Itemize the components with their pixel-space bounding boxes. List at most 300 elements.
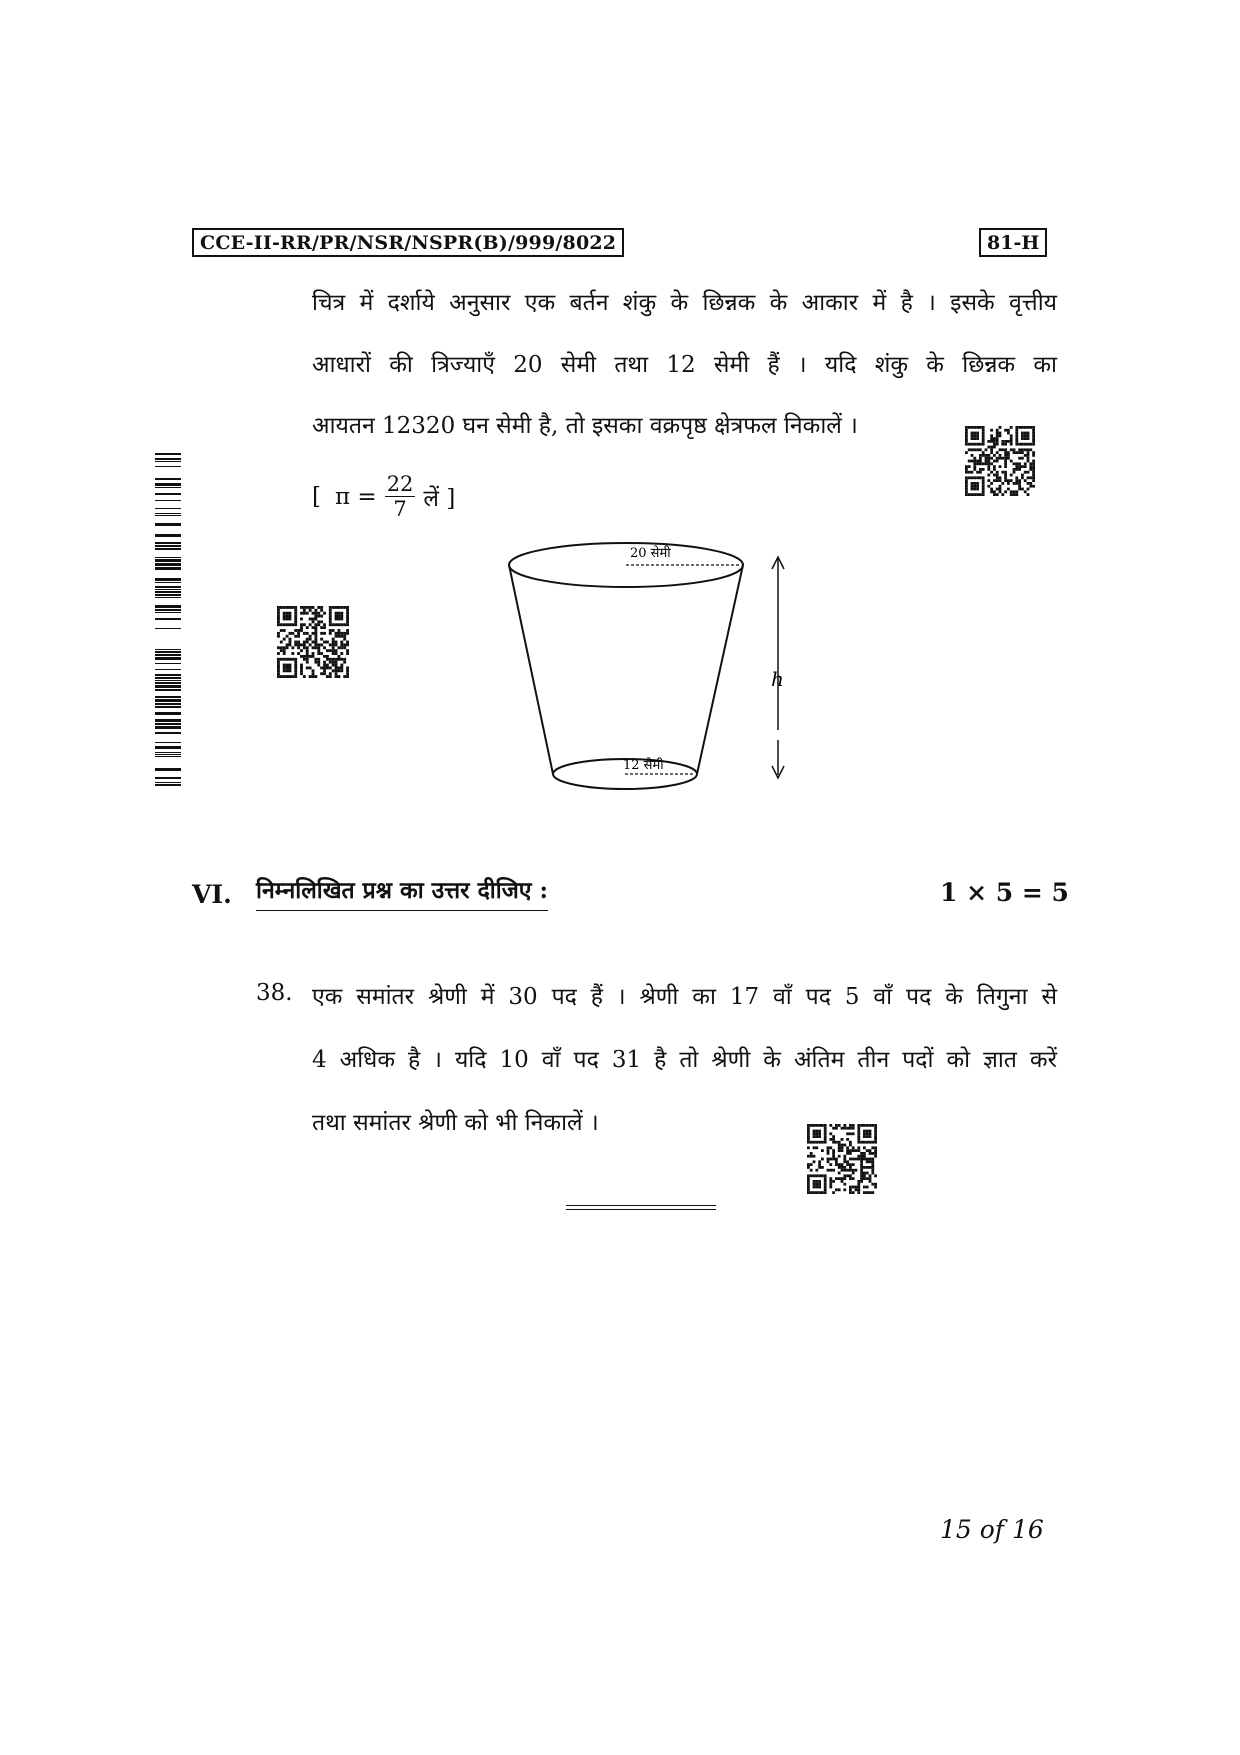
- qr-module: [869, 1152, 872, 1155]
- barcode-bar: [155, 726, 181, 729]
- qr-finder: [1021, 432, 1024, 435]
- qr-finder: [982, 476, 985, 479]
- qr-finder: [973, 434, 976, 437]
- qr-module: [1004, 471, 1007, 474]
- qr-module: [340, 652, 343, 655]
- qr-finder: [280, 623, 283, 626]
- qr-module: [289, 643, 292, 646]
- qr-module: [326, 655, 329, 658]
- qr-module: [999, 454, 1002, 457]
- qr-module: [312, 652, 315, 655]
- qr-module: [314, 609, 317, 612]
- qr-module: [346, 649, 349, 652]
- qr-finder: [1024, 432, 1027, 435]
- qr-finder: [283, 618, 286, 621]
- qr-module: [871, 1183, 874, 1186]
- qr-module: [852, 1191, 855, 1194]
- qr-module: [1021, 448, 1024, 451]
- barcode-bar: [155, 513, 181, 514]
- qr-finder: [340, 623, 343, 626]
- qr-finder: [294, 620, 297, 623]
- qr-module: [335, 643, 338, 646]
- qr-module: [813, 1155, 816, 1158]
- qr-module: [857, 1183, 860, 1186]
- qr-module: [1027, 460, 1030, 463]
- qr-module: [303, 623, 306, 626]
- qr-module: [832, 1180, 835, 1183]
- qr-module: [849, 1141, 852, 1144]
- qr-finder: [1015, 426, 1018, 429]
- qr-finder: [294, 623, 297, 626]
- qr-module: [337, 675, 340, 678]
- qr-finder: [813, 1141, 816, 1144]
- qr-module: [829, 1163, 832, 1166]
- qr-finder: [329, 609, 332, 612]
- qr-module: [314, 635, 317, 638]
- qr-finder: [824, 1138, 827, 1141]
- qr-module: [821, 1149, 824, 1152]
- qr-module: [871, 1166, 874, 1169]
- qr-finder: [340, 612, 343, 615]
- pi-fraction: [385, 472, 416, 521]
- qr-module: [827, 1169, 830, 1172]
- qr-module: [841, 1180, 844, 1183]
- qr-module: [987, 485, 990, 488]
- barcode-bar: [155, 545, 181, 547]
- barcode-bar: [155, 487, 181, 488]
- qr-module: [306, 638, 309, 641]
- qr-finder: [346, 612, 349, 615]
- section-marks: 1 × 5 = 5: [940, 878, 1069, 907]
- qr-finder: [965, 429, 968, 432]
- qr-finder: [283, 666, 286, 669]
- barcode-bar: [155, 515, 181, 516]
- qr-module: [337, 655, 340, 658]
- qr-finder: [824, 1183, 827, 1186]
- qr-finder: [1032, 429, 1035, 432]
- qr-module: [1027, 476, 1030, 479]
- qr-module: [317, 652, 320, 655]
- qr-module: [999, 426, 1002, 429]
- qr-module: [314, 632, 317, 635]
- qr-module: [343, 675, 346, 678]
- qr-module: [280, 629, 283, 632]
- barcode-bar: [155, 689, 181, 691]
- qr-module: [996, 471, 999, 474]
- barcode-bar: [155, 478, 181, 480]
- barcode-bar: [155, 559, 181, 562]
- qr-module: [329, 661, 332, 664]
- qr-module: [280, 649, 283, 652]
- qr-module: [990, 471, 993, 474]
- qr-module: [857, 1149, 860, 1152]
- qr-finder: [818, 1186, 821, 1189]
- qr-module: [987, 454, 990, 457]
- qr-module: [340, 669, 343, 672]
- qr-module: [863, 1158, 866, 1161]
- qr-finder: [280, 675, 283, 678]
- qr-finder: [1015, 437, 1018, 440]
- qr-module: [973, 457, 976, 460]
- qr-finder: [976, 488, 979, 491]
- qr-module: [835, 1160, 838, 1163]
- qr-finder: [815, 1191, 818, 1194]
- qr-module: [990, 490, 993, 493]
- qr-module: [289, 632, 292, 635]
- qr-module: [965, 465, 968, 468]
- qr-finder: [815, 1186, 818, 1189]
- qr-finder: [821, 1141, 824, 1144]
- qr-finder: [973, 488, 976, 491]
- qr-module: [855, 1158, 858, 1161]
- qr-module: [317, 646, 320, 649]
- qr-module: [297, 641, 300, 644]
- qr-finder: [965, 476, 968, 479]
- qr-finder: [1021, 434, 1024, 437]
- qr-module: [857, 1191, 860, 1194]
- qr-module: [314, 641, 317, 644]
- barcode-bar: [155, 669, 181, 670]
- qr-finder: [824, 1191, 827, 1194]
- qr-module: [863, 1155, 866, 1158]
- qr-module: [990, 457, 993, 460]
- qr-finder: [860, 1141, 863, 1144]
- qr-finder: [283, 658, 286, 661]
- qr-module: [832, 1169, 835, 1172]
- qr-module: [871, 1191, 874, 1194]
- qr-module: [973, 465, 976, 468]
- qr-finder: [982, 434, 985, 437]
- qr-module: [306, 641, 309, 644]
- qr-finder: [329, 615, 332, 618]
- qr-finder: [807, 1141, 810, 1144]
- qr-module: [993, 479, 996, 482]
- qr-module: [1027, 482, 1030, 485]
- barcode-bar: [155, 657, 181, 660]
- qr-module: [329, 643, 332, 646]
- pi-numerator: 22: [386, 472, 414, 496]
- qr-finder: [289, 615, 292, 618]
- qr-module: [810, 1169, 813, 1172]
- qr-finder: [973, 432, 976, 435]
- qr-module: [860, 1160, 863, 1163]
- barcode-bar: [155, 682, 181, 684]
- qr-module: [1018, 451, 1021, 454]
- qr-module: [309, 675, 312, 678]
- qr-module: [1015, 462, 1018, 465]
- qr-module: [1024, 465, 1027, 468]
- qr-module: [300, 626, 303, 629]
- qr-module: [1001, 448, 1004, 451]
- qr-module: [829, 1180, 832, 1183]
- qr-module: [340, 641, 343, 644]
- qr-finder: [291, 623, 294, 626]
- qr-module: [1010, 474, 1013, 477]
- qr-module: [314, 661, 317, 664]
- top-radius-label: 20 सेमी: [630, 546, 671, 561]
- qr-module: [1001, 440, 1004, 443]
- qr-module: [818, 1166, 821, 1169]
- qr-module: [841, 1166, 844, 1169]
- qr-finder: [335, 618, 338, 621]
- qr-module: [841, 1177, 844, 1180]
- qr-module: [1013, 482, 1016, 485]
- qr-finder: [329, 623, 332, 626]
- qr-module: [843, 1177, 846, 1180]
- qr-module: [277, 632, 280, 635]
- qr-module: [849, 1163, 852, 1166]
- qr-module: [317, 623, 320, 626]
- qr-module: [999, 490, 1002, 493]
- barcode-bar: [155, 680, 181, 681]
- qr-module: [332, 658, 335, 661]
- barcode-bar: [155, 594, 181, 596]
- qr-module: [979, 448, 982, 451]
- qr-module: [993, 493, 996, 496]
- qr-module: [979, 460, 982, 463]
- qr-module: [829, 1158, 832, 1161]
- qr-module: [863, 1191, 866, 1194]
- qr-module: [335, 661, 338, 664]
- qr-module: [999, 479, 1002, 482]
- qr-module: [852, 1146, 855, 1149]
- qr-module: [807, 1146, 810, 1149]
- qr-module: [346, 652, 349, 655]
- qr-module: [317, 612, 320, 615]
- left-slant-edge: [509, 565, 553, 774]
- qr-module: [306, 666, 309, 669]
- qr-module: [300, 669, 303, 672]
- qr-module: [866, 1191, 869, 1194]
- qr-module: [1013, 468, 1016, 471]
- qr-module: [309, 655, 312, 658]
- qr-module: [855, 1169, 858, 1172]
- qr-module: [303, 655, 306, 658]
- qr-finder: [335, 606, 338, 609]
- qr-module: [821, 1158, 824, 1161]
- qr-module: [326, 664, 329, 667]
- qr-module: [987, 440, 990, 443]
- qr-module: [852, 1186, 855, 1189]
- qr-module: [838, 1149, 841, 1152]
- qr-module: [1004, 454, 1007, 457]
- qr-finder: [968, 426, 971, 429]
- qr-finder: [965, 490, 968, 493]
- barcode-bar: [155, 628, 181, 629]
- qr-module: [286, 646, 289, 649]
- qr-module: [340, 635, 343, 638]
- qr-module: [1004, 462, 1007, 465]
- qr-module: [863, 1166, 866, 1169]
- qr-module: [996, 474, 999, 477]
- barcode-bar: [155, 597, 181, 598]
- barcode-bar: [155, 458, 181, 460]
- qr-module: [832, 1155, 835, 1158]
- qr-module: [835, 1163, 838, 1166]
- qr-module: [852, 1158, 855, 1161]
- qr-module: [1018, 465, 1021, 468]
- qr-finder: [1015, 440, 1018, 443]
- qr-module: [999, 448, 1002, 451]
- qr-module: [323, 632, 326, 635]
- qr-module: [280, 646, 283, 649]
- qr-module: [1018, 488, 1021, 491]
- qr-finder: [979, 443, 982, 446]
- qr-module: [320, 643, 323, 646]
- qr-module: [835, 1188, 838, 1191]
- qr-finder: [857, 1141, 860, 1144]
- qr-finder: [289, 675, 292, 678]
- qr-finder: [976, 426, 979, 429]
- qr-module: [340, 658, 343, 661]
- qr-module: [314, 618, 317, 621]
- qr-module: [827, 1152, 830, 1155]
- qr-module: [303, 632, 306, 635]
- qr-module: [1015, 482, 1018, 485]
- qr-finder: [329, 612, 332, 615]
- qr-module: [852, 1177, 855, 1180]
- qr-module: [337, 632, 340, 635]
- qr-module: [1015, 476, 1018, 479]
- qr-finder: [976, 434, 979, 437]
- qr-module: [993, 443, 996, 446]
- qr-module: [827, 1158, 830, 1161]
- qr-module: [993, 454, 996, 457]
- frustum-figure: [495, 535, 795, 795]
- qr-module: [346, 629, 349, 632]
- qr-module: [329, 632, 332, 635]
- qr-finder: [813, 1191, 816, 1194]
- barcode-bar: [155, 612, 181, 613]
- qr-module: [1007, 479, 1010, 482]
- qr-module: [1024, 490, 1027, 493]
- qr-module: [291, 632, 294, 635]
- qr-module: [312, 606, 315, 609]
- qr-module: [843, 1158, 846, 1161]
- qr-finder: [289, 666, 292, 669]
- qr-module: [314, 675, 317, 678]
- qr-module: [335, 635, 338, 638]
- qr-module: [346, 675, 349, 678]
- qr-module: [323, 666, 326, 669]
- qr-module: [291, 652, 294, 655]
- qr-module: [807, 1166, 810, 1169]
- qr-module: [1029, 482, 1032, 485]
- qr-finder: [277, 618, 280, 621]
- qr-module: [996, 488, 999, 491]
- qr-finder: [1029, 426, 1032, 429]
- qr-finder: [337, 623, 340, 626]
- qr-module: [312, 632, 315, 635]
- qr-module: [1010, 426, 1013, 429]
- qr-finder: [294, 675, 297, 678]
- qr-module: [827, 1146, 830, 1149]
- qr-module: [323, 626, 326, 629]
- qr-finder: [329, 620, 332, 623]
- qr-module: [303, 643, 306, 646]
- barcode-bar: [155, 500, 181, 501]
- qr-finder: [971, 482, 974, 485]
- qr-module: [277, 635, 280, 638]
- qr-finder: [343, 606, 346, 609]
- qr-finder: [280, 606, 283, 609]
- qr-finder: [283, 623, 286, 626]
- qr-finder: [294, 658, 297, 661]
- qr-module: [1018, 468, 1021, 471]
- qr-finder: [329, 606, 332, 609]
- qr-module: [337, 629, 340, 632]
- qr-module: [993, 446, 996, 449]
- pi-hint-symbol: π =: [334, 483, 377, 510]
- qr-module: [340, 664, 343, 667]
- pi-denominator: 7: [393, 497, 407, 521]
- qr-module: [303, 675, 306, 678]
- qr-module: [863, 1146, 866, 1149]
- qr-finder: [807, 1188, 810, 1191]
- qr-module: [999, 457, 1002, 460]
- qr-module: [346, 666, 349, 669]
- qr-finder: [976, 485, 979, 488]
- qr-module: [309, 643, 312, 646]
- qr-finder: [807, 1186, 810, 1189]
- qr-module: [827, 1160, 830, 1163]
- qr-module: [813, 1146, 816, 1149]
- qr-module: [985, 462, 988, 465]
- qr-finder: [821, 1174, 824, 1177]
- qr-module: [320, 615, 323, 618]
- qr-module: [841, 1144, 844, 1147]
- qr-module: [815, 1146, 818, 1149]
- qr-finder: [346, 623, 349, 626]
- qr-module: [346, 643, 349, 646]
- qr-finder: [824, 1141, 827, 1144]
- qr-finder: [286, 606, 289, 609]
- qr-module: [987, 457, 990, 460]
- qr-module: [999, 476, 1002, 479]
- qr-module: [1032, 465, 1035, 468]
- qr-finder: [982, 426, 985, 429]
- qr-module: [990, 446, 993, 449]
- qr-module: [871, 1163, 874, 1166]
- barcode-bar: [155, 732, 181, 734]
- barcode-icon: [155, 453, 181, 790]
- qr-module: [866, 1158, 869, 1161]
- qr-module: [335, 669, 338, 672]
- qr-module: [1010, 479, 1013, 482]
- qr-module: [829, 1186, 832, 1189]
- qr-module: [810, 1152, 813, 1155]
- qr-module: [1021, 451, 1024, 454]
- qr-module: [329, 649, 332, 652]
- qr-module: [987, 462, 990, 465]
- barcode-bar: [155, 586, 181, 588]
- qr-module: [849, 1149, 852, 1152]
- barcode-bar: [155, 654, 181, 656]
- qr-finder: [294, 612, 297, 615]
- qr-module: [283, 649, 286, 652]
- qr-module: [314, 626, 317, 629]
- qr-finder: [1032, 432, 1035, 435]
- qr-module: [846, 1174, 849, 1177]
- qr-module: [346, 641, 349, 644]
- qr-module: [337, 669, 340, 672]
- qr-module: [340, 666, 343, 669]
- qr-finder: [979, 493, 982, 496]
- qr-module: [317, 643, 320, 646]
- qr-module: [1029, 462, 1032, 465]
- qr-module: [843, 1144, 846, 1147]
- qr-module: [329, 675, 332, 678]
